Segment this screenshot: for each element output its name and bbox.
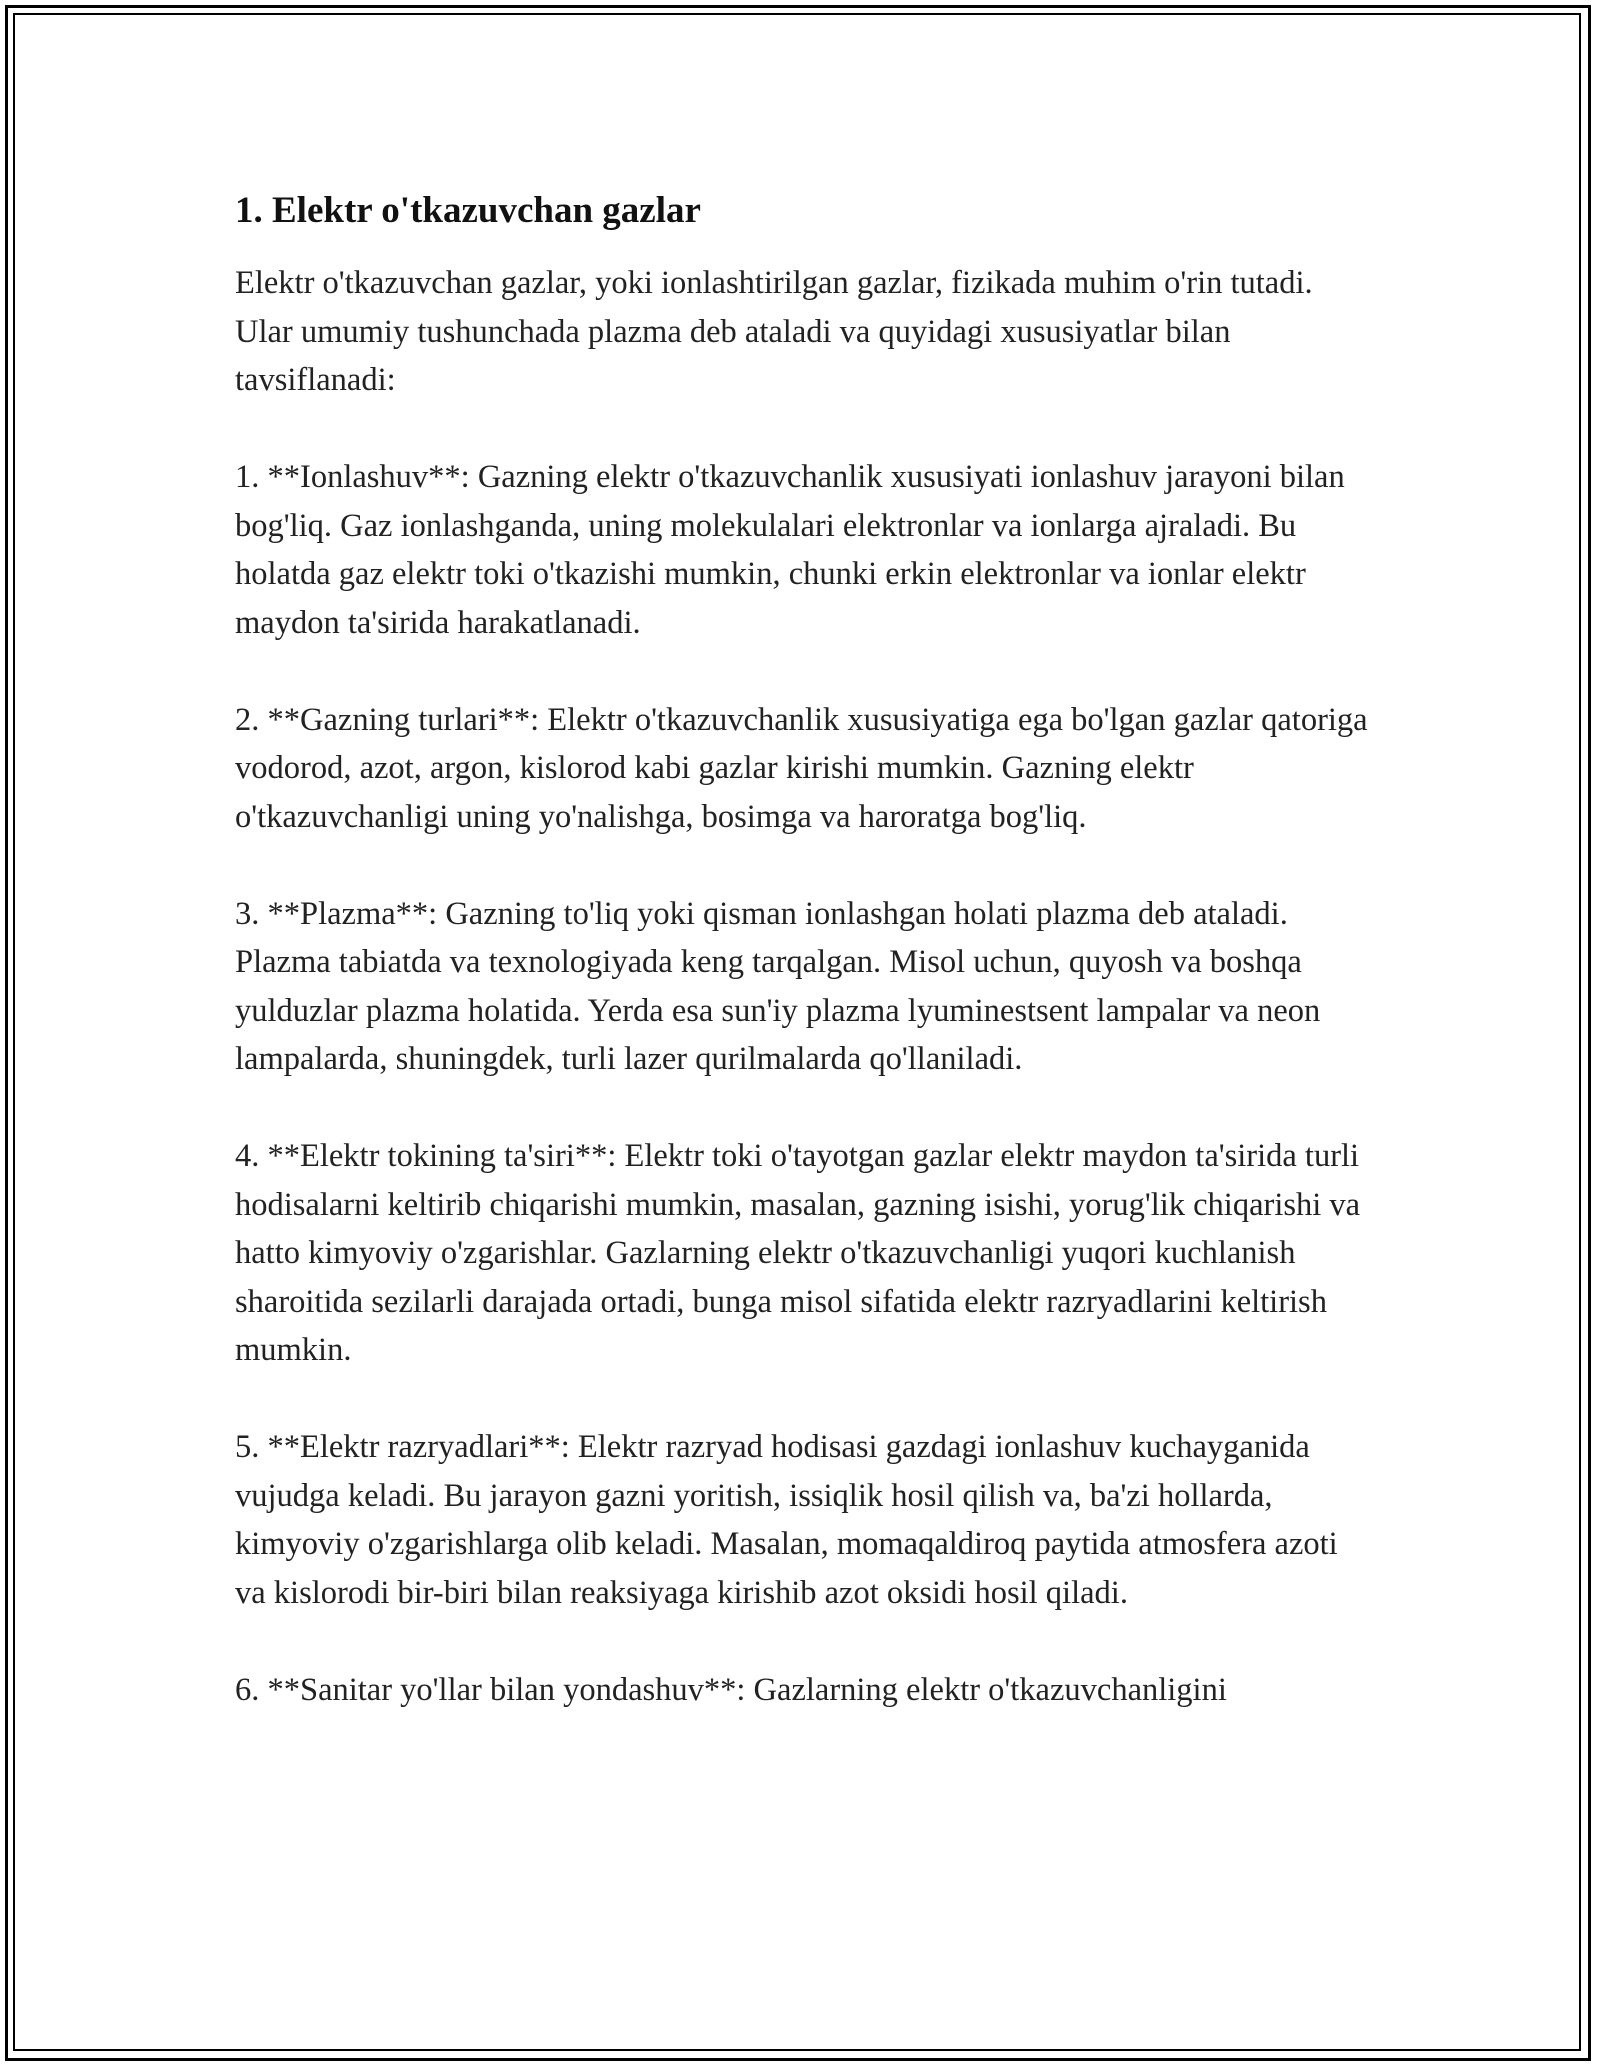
paragraph-plazma: 3. **Plazma**: Gazning to'liq yoki qisman ionlashgan holati plazma deb ataladi. Plazma tabiatda va texnologiyada keng tarqalgan. Misol uchun, quyosh va boshqa yulduzlar plazma holatida. Yerda esa sun'iy plazma lyuminestsent lampalar va neon lampalarda, shuningdek, turli lazer qurilmalarda qo'llaniladi. xyxy=(235,895,1321,1077)
section-heading: 1. Elektr o'tkazuvchan gazlar xyxy=(235,190,701,231)
paragraph-gazning-turlari: 2. **Gazning turlari**: Elektr o'tkazuvchanlik xususiyatiga ega bo'lgan gazlar qatoriga vodorod, azot, argon, kislorod kabi gazlar kirishi mumkin. Gazning elektr o'tkazuvchanligi uning yo'nalishga, bosimga va haroratga bog'liq. xyxy=(235,701,1368,835)
paragraph-elektr-tokining-tasiri: 4. **Elektr tokining ta'siri**: Elektr toki o'tayotgan gazlar elektr maydon ta'sirida turli hodisalarni keltirib chiqarishi mumkin, masalan, gazning isishi, yorug'lik chiqarishi va hatto kimyoviy o'zgarishlar. Gazlarning elektr o'tkazuvchanligi yuqori kuchlanish sharoitida sezilarli darajada ortadi, bunga misol sifatida elektr razryadlarini keltirish mumkin. xyxy=(235,1138,1361,1368)
paragraph-sanitar-yollar: 6. **Sanitar yo'llar bilan yondashuv**: Gazlarning elektr o'tkazuvchanligini xyxy=(235,1671,1227,1708)
paragraph-elektr-razryadlari: 5. **Elektr razryadlari**: Elektr razryad hodisasi gazdagi ionlashuv kuchayganida vujudga keladi. Bu jarayon gazni yoritish, issiqlik hosil qilish va, ba'zi hollarda, kimyoviy o'zgarishlarga olib keladi. Masalan, momaqaldiroq paytida atmosfera azoti va kislorodi bir-biri bilan reaksiyaga kirishib azot oksidi hosil qiladi. xyxy=(235,1429,1338,1611)
paragraph-ionlashuv: 1. **Ionlashuv**: Gazning elektr o'tkazuvchanlik xususiyati ionlashuv jarayoni bilan bog'liq. Gaz ionlashganda, uning molekulalari elektronlar va ionlarga ajraladi. Bu holatda gaz elektr toki o'tkazishi mumkin, chunki erkin elektronlar va ionlar elektr maydon ta'sirida harakatlanadi. xyxy=(235,459,1345,641)
intro-paragraph: Elektr o'tkazuvchan gazlar, yoki ionlashtirilgan gazlar, fizikada muhim o'rin tutadi. Ular umumiy tushunchada plazma deb ataladi va quyidagi xususiyatlar bilan tavsiflanadi: xyxy=(235,265,1313,398)
document-body xyxy=(235,185,1375,1763)
